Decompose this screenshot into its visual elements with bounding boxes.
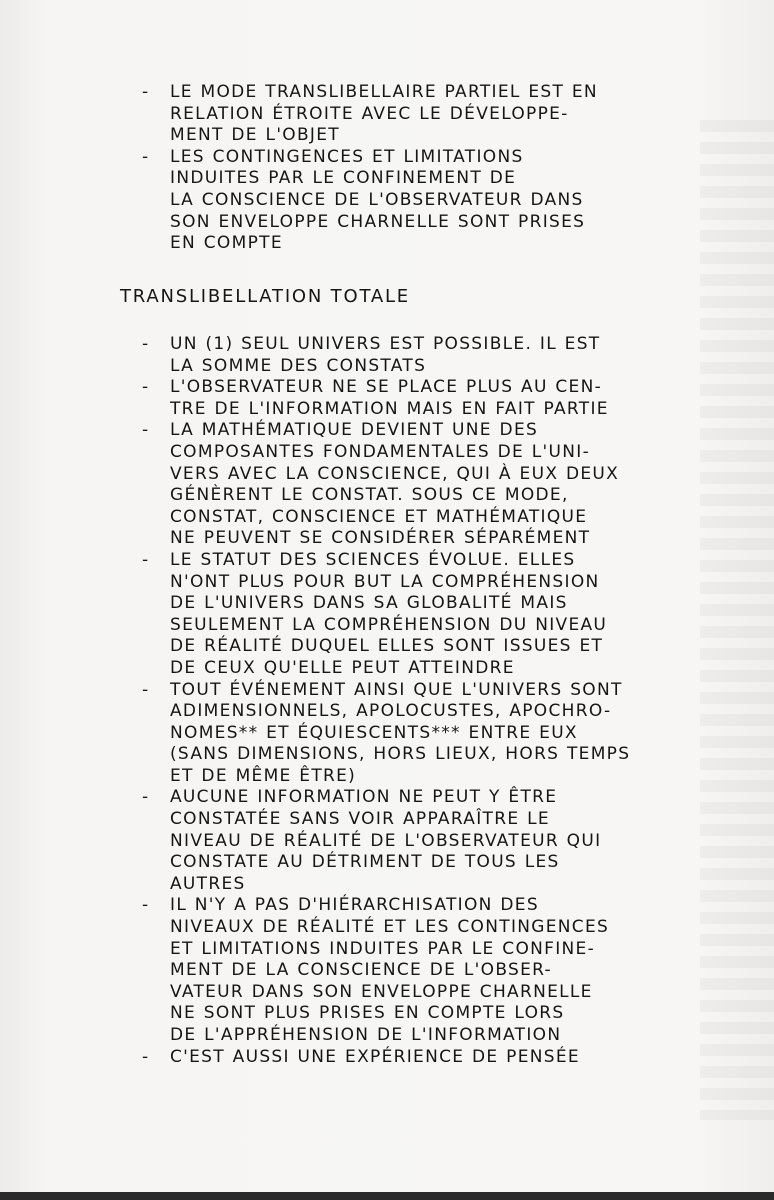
section-heading: TRANSLIBELLATION TOTALE [120, 286, 410, 307]
bullet-dash: - [142, 895, 150, 916]
text-line: VATEUR DANS SON ENVELOPPE CHARNELLE [170, 981, 593, 1002]
text-line: AUTRES [170, 873, 246, 894]
text-line: UN (1) SEUL UNIVERS EST POSSIBLE. IL EST [170, 334, 601, 354]
text-line: MENT DE LA CONSCIENCE DE L'OBSER- [170, 960, 552, 981]
text-line: LA CONSCIENCE DE L'OBSERVATEUR DANS [170, 189, 584, 210]
list-item [142, 377, 702, 420]
text-line: ET DE MÊME ÊTRE) [170, 765, 357, 786]
text-line: LE STATUT DES SCIENCES ÉVOLUE. ELLES [170, 549, 576, 570]
text-line: IL N'Y A PAS D'HIÉRARCHISATION DES [170, 895, 539, 916]
text-line: NE SONT PLUS PRISES EN COMPTE LORS [170, 1003, 565, 1024]
text-line: SEULEMENT LA COMPRÉHENSION DU NIVEAU [170, 614, 608, 635]
text-line: LES CONTINGENCES ET LIMITATIONS [170, 146, 524, 167]
text-line: ADIMENSIONNELS, APOLOCUSTES, APOCHRO- [170, 701, 612, 722]
text-line: GÉNÈRENT LE CONSTAT. SOUS CE MODE, [170, 485, 569, 506]
text-line: CONSTATE AU DÉTRIMENT DE TOUS LES [170, 852, 560, 873]
total-translibellation-list [142, 334, 702, 1068]
text-line: LA MATHÉMATIQUE DEVIENT UNE DES [170, 420, 539, 441]
list-item [142, 680, 702, 788]
list-item [142, 334, 702, 377]
partial-mode-list [142, 82, 702, 255]
text-line: LE MODE TRANSLIBELLAIRE PARTIEL EST EN [170, 82, 598, 102]
bullet-dash: - [142, 1046, 150, 1067]
text-line: INDUITES PAR LE CONFINEMENT DE [170, 168, 517, 189]
text-line: EN COMPTE [170, 233, 283, 254]
bullet-dash: - [142, 679, 150, 700]
bullet-dash: - [142, 377, 150, 398]
show-through-text [700, 120, 774, 1120]
text-line: N'ONT PLUS POUR BUT LA COMPRÉHENSION [170, 571, 600, 592]
text-line: RELATION ÉTROITE AVEC LE DÉVELOPPE- [170, 103, 569, 124]
list-item [142, 420, 702, 550]
text-line: LA SOMME DES CONSTATS [170, 355, 427, 376]
text-line: NE PEUVENT SE CONSIDÉRER SÉPARÉMENT [170, 528, 591, 549]
text-line: NIVEAU DE RÉALITÉ DE L'OBSERVATEUR QUI [170, 830, 602, 851]
text-line: L'OBSERVATEUR NE SE PLACE PLUS AU CEN- [170, 377, 603, 398]
list-item [142, 147, 702, 255]
text-line: C'EST AUSSI UNE EXPÉRIENCE DE PENSÉE [170, 1046, 580, 1067]
text-line: (SANS DIMENSIONS, HORS LIEUX, HORS TEMPS [170, 744, 631, 765]
text-line: DE RÉALITÉ DUQUEL ELLES SONT ISSUES ET [170, 636, 604, 657]
text-line: SON ENVELOPPE CHARNELLE SONT PRISES [170, 211, 586, 232]
bullet-dash: - [142, 334, 150, 354]
text-line: COMPOSANTES FONDAMENTALES DE L'UNI- [170, 441, 591, 462]
text-line: TRE DE L'INFORMATION MAIS EN FAIT PARTIE [170, 398, 609, 419]
text-line: NOMES** ET ÉQUIESCENTS*** ENTRE EUX [170, 722, 578, 743]
text-line: VERS AVEC LA CONSCIENCE, QUI À EUX DEUX [170, 463, 620, 484]
text-line: DE CEUX QU'ELLE PEUT ATTEINDRE [170, 657, 515, 678]
text-line: CONSTATÉE SANS VOIR APPARAÎTRE LE [170, 809, 550, 830]
bullet-dash: - [142, 420, 150, 441]
text-line: TOUT ÉVÉNEMENT AINSI QUE L'UNIVERS SONT [170, 679, 623, 700]
list-item [142, 1047, 702, 1069]
bullet-dash: - [142, 787, 150, 808]
bullet-dash: - [142, 146, 150, 167]
text-line: MENT DE L'OBJET [170, 125, 340, 146]
text-line: CONSTAT, CONSCIENCE ET MATHÉMATIQUE [170, 506, 588, 527]
page-bottom-edge [0, 1192, 774, 1200]
text-line: NIVEAUX DE RÉALITÉ ET LES CONTINGENCES [170, 917, 610, 938]
list-item [142, 787, 702, 895]
bullet-dash: - [142, 82, 150, 102]
text-line: AUCUNE INFORMATION NE PEUT Y ÊTRE [170, 787, 558, 808]
text-line: DE L'UNIVERS DANS SA GLOBALITÉ MAIS [170, 593, 568, 614]
list-item [142, 82, 702, 147]
list-item [142, 550, 702, 680]
list-item [142, 895, 702, 1046]
bullet-dash: - [142, 549, 150, 570]
text-line: ET LIMITATIONS INDUITES PAR LE CONFINE- [170, 938, 596, 959]
text-line: DE L'APPRÉHENSION DE L'INFORMATION [170, 1025, 562, 1045]
